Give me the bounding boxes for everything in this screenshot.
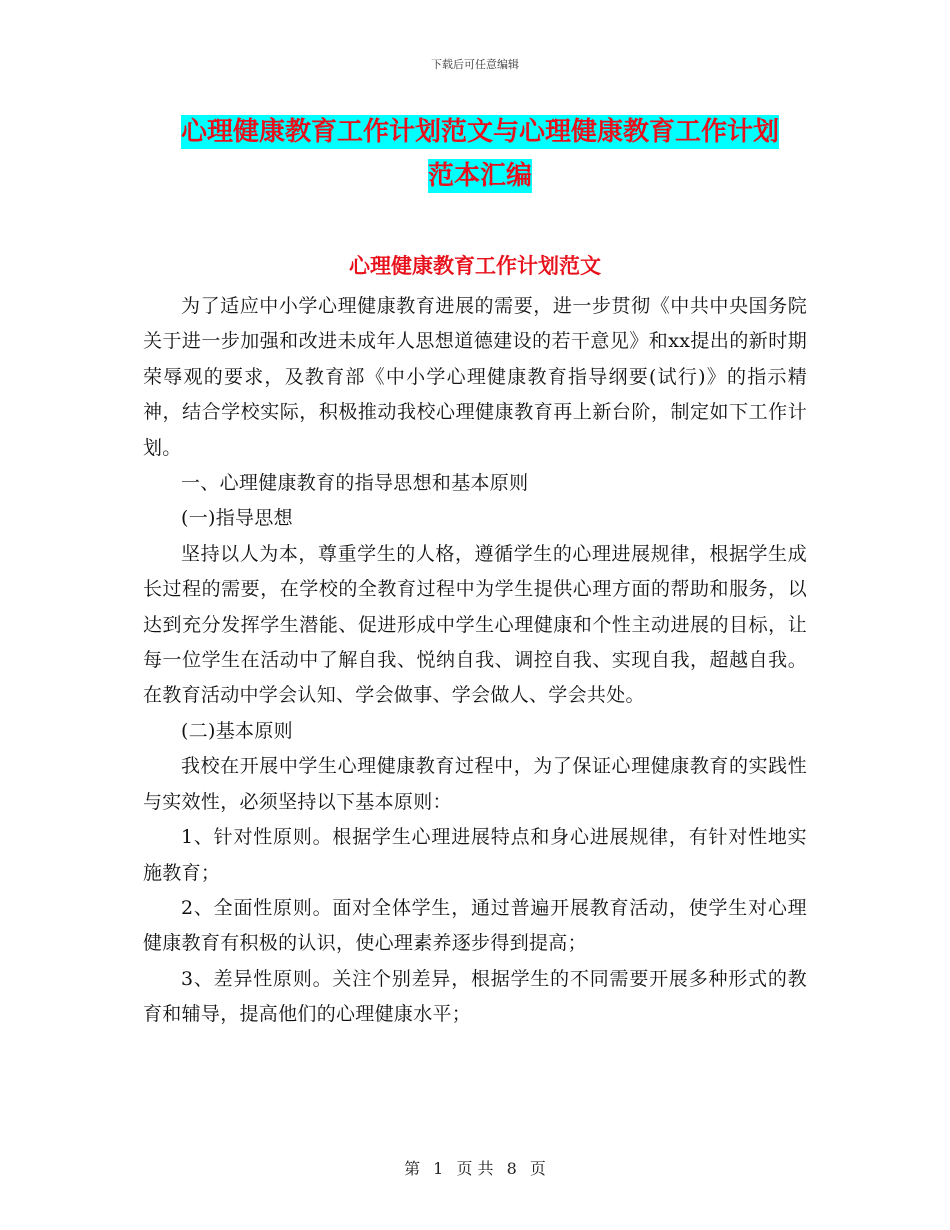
paragraph-principles-intro: 我校在开展中学生心理健康教育过程中，为了保证心理健康教育的实践性与实效性，必须坚持以下基本原则： [143,755,807,813]
total-pages: 8 [506,1159,517,1178]
page-footer [0,1156,950,1179]
page-number: 1 [433,1159,444,1178]
section-title: 心理健康教育工作计划范文 [349,254,601,278]
heading-guiding-ideology-and-principles: 一、心理健康教育的指导思想和基本原则 [181,472,529,495]
list-item-principle-3: 3、差异性原则。关注个别差异，根据学生的不同需要开展多种形式的教育和辅导，提高他们的心理健康水平； [143,967,807,1026]
footer-suffix: 页 [529,1159,546,1178]
title-line-2: 范本汇编 [427,161,532,191]
document-title [140,110,820,198]
subheading-guiding-ideology: (一)指导思想 [181,507,293,530]
document-body [143,289,807,1033]
title-line-1: 心理健康教育工作计划范文与心理健康教育工作计划 [180,117,779,147]
subheading-basic-principles: (二)基本原则 [181,719,293,742]
footer-prefix: 第 [404,1159,421,1178]
paragraph-intro: 为了适应中小学心理健康教育进展的需要，进一步贯彻《中共中央国务院关于进一步加强和改进未成年人思想道德建设的若干意见》和xx提出的新时期荣辱观的要求，及教育部《中小学心理健康教育指导纲要(试行)》的指示精神，结合学校实际，积极推动我校心理健康教育再上新台阶，制定如下工作计划。 [143,295,807,459]
paragraph-guiding-ideology: 坚持以人为本，尊重学生的人格，遵循学生的心理进展规律，根据学生成长过程的需要，在学校的全教育过程中为学生提供心理方面的帮助和服务，以达到充分发挥学生潜能、促进形成中学生心理健康和个性主动进展的目标，让每一位学生在活动中了解自我、悦纳自我、调控自我、实现自我，超越自我。在教育活动中学会认知、学会做事、学会做人、学会共处。 [143,542,807,707]
header-note: 下载后可任意编辑 [431,58,519,71]
list-item-principle-2: 2、全面性原则。面对全体学生，通过普遍开展教育活动，使学生对心理健康教育有积极的认识，使心理素养逐步得到提高； [143,896,807,955]
list-item-principle-1: 1、针对性原则。根据学生心理进展特点和身心进展规律，有针对性地实施教育； [143,826,807,884]
footer-middle: 页 共 [456,1159,494,1178]
